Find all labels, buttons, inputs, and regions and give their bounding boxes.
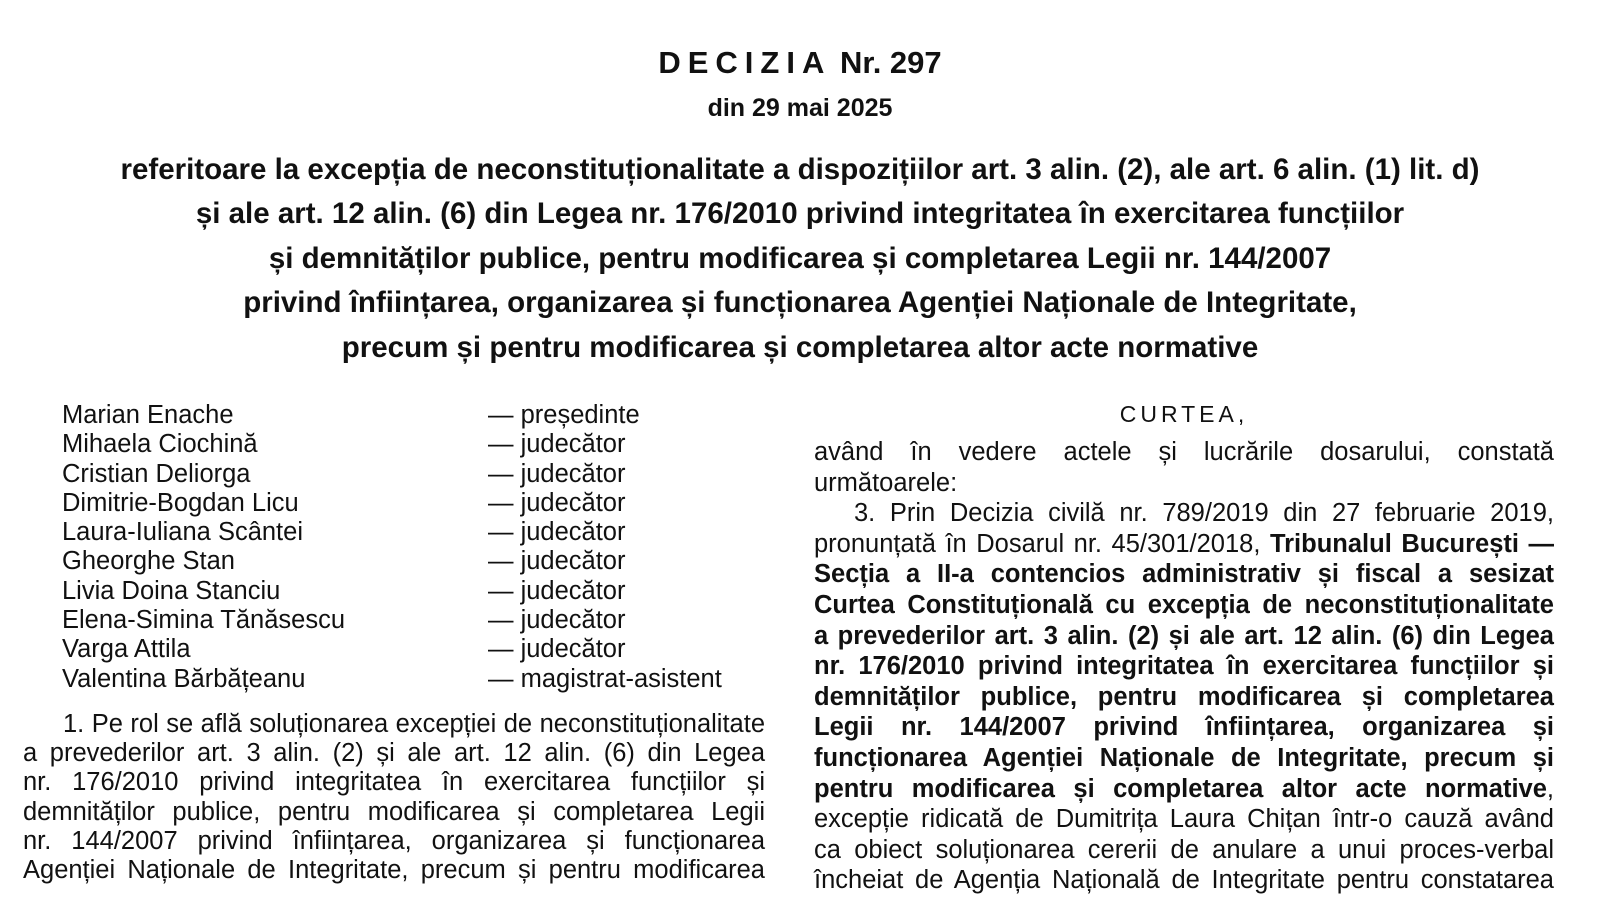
subject-line: precum și pentru modificarea și completarea altor acte normative — [341, 330, 1259, 364]
panel-member — [62, 401, 762, 430]
member-name: Mihaela Ciochină — [62, 430, 258, 459]
court-findings — [814, 437, 1554, 896]
panel-member — [62, 606, 762, 635]
paragraph-3-line: Legii nr. 144/2007 privind înființarea, organizarea și — [814, 713, 1554, 742]
panel-member — [62, 635, 762, 664]
decision-date: din 29 mai 2025 — [707, 94, 893, 122]
paragraph-line: 1. Pe rol se află soluționarea excepției de neconstituționalitate — [63, 710, 765, 738]
member-name: Gheorghe Stan — [62, 547, 235, 576]
decision-title — [0, 44, 1600, 82]
paragraph-3-line: Curtea Constituțională cu excepția de neconstituționalitate — [814, 590, 1554, 619]
paragraph-3-line: nr. 176/2010 privind integritatea în exercitarea funcțiilor și — [814, 652, 1554, 681]
member-role: — magistrat-asistent — [488, 664, 722, 693]
member-name: Elena-Simina Tănăsescu — [62, 606, 346, 635]
subject-line: și ale art. 12 alin. (6) din Legea nr. 176/2010 privind integritatea în exercitarea funcțiilor — [195, 197, 1405, 231]
paragraph-3-line — [814, 774, 1554, 805]
paragraph-line: Agenției Naționale de Integritate, precum și pentru modificarea — [23, 855, 765, 884]
court-panel-list — [62, 401, 762, 694]
panel-member — [62, 665, 762, 694]
paragraph-line: a prevederilor art. 3 alin. (2) și ale art. 12 alin. (6) din Legea — [23, 739, 765, 768]
member-role: — judecător — [488, 459, 626, 488]
intro-line: având în vedere actele și lucrările dosarului, constată — [814, 438, 1554, 466]
paragraph-line: demnităților publice, pentru modificarea și completarea Legii — [23, 797, 765, 826]
panel-member — [62, 547, 762, 576]
member-role: — președinte — [488, 401, 640, 429]
paragraph-3-line — [814, 529, 1554, 560]
law-title-end: pentru modificarea și completarea altor acte normative — [814, 774, 1547, 803]
member-name: Varga Attila — [62, 635, 191, 664]
case-reference: pronunțată în Dosarul nr. 45/301/2018, — [814, 529, 1261, 558]
court-name: Tribunalul București — — [1269, 529, 1554, 558]
court-heading: CURTEA, — [1119, 401, 1249, 427]
intro-line: următoarele: — [814, 468, 958, 497]
panel-member — [62, 577, 762, 606]
decision-number: Nr. 297 — [839, 45, 942, 80]
member-role: — judecător — [488, 547, 626, 576]
paragraph-3-line: a prevederilor art. 3 alin. (2) și ale art. 12 alin. (6) din Legea — [814, 621, 1554, 650]
panel-member — [62, 460, 762, 489]
panel-member — [62, 430, 762, 459]
member-name: Marian Enache — [62, 401, 234, 429]
member-role: — judecător — [488, 488, 626, 517]
decision-word: DECIZIA — [658, 45, 832, 80]
member-role: — judecător — [488, 606, 626, 635]
subject-line: referitoare la excepția de neconstituționalitate a dispozițiilor art. 3 alin. (2), ale art. 6 alin. (1) lit. d) — [120, 153, 1480, 186]
paragraph-3-line: încheiat de Agenția Națională de Integritate pentru constatarea — [814, 866, 1554, 895]
member-name: Dimitrie-Bogdan Licu — [62, 488, 299, 517]
punctuation: , — [1546, 774, 1554, 803]
paragraph-3-line: Secția a II-a contencios administrativ și fiscal a sesizat — [814, 560, 1554, 589]
member-name: Valentina Bărbățeanu — [62, 664, 306, 693]
member-name: Livia Doina Stanciu — [62, 576, 281, 605]
member-role: — judecător — [488, 518, 626, 547]
subject-line: și demnităților publice, pentru modificarea și completarea Legii nr. 144/2007 — [268, 241, 1332, 275]
paragraph-3-line: ca obiect soluționarea cererii de anulare a unui proces-verbal — [814, 835, 1554, 864]
member-name: Laura-Iuliana Scântei — [62, 518, 303, 547]
paragraph-3-line: excepție ridicată de Dumitrița Laura Chițan într-o cauză având — [814, 805, 1554, 834]
paragraph-3-line: funcționarea Agenției Naționale de Integritate, precum și — [814, 743, 1554, 772]
paragraph-3-line: 3. Prin Decizia civilă nr. 789/2019 din 27 februarie 2019, — [854, 499, 1554, 528]
paragraph-3-line: demnităților publice, pentru modificarea și completarea — [814, 682, 1554, 711]
member-role: — judecător — [488, 430, 626, 459]
panel-member — [62, 518, 762, 547]
member-role: — judecător — [488, 576, 626, 605]
paragraph-1 — [23, 710, 765, 885]
decision-subject — [0, 148, 1600, 370]
paragraph-line: nr. 144/2007 privind înființarea, organizarea și funcționarea — [23, 826, 765, 855]
subject-line: privind înființarea, organizarea și funcționarea Agenției Naționale de Integritate, — [243, 286, 1357, 320]
member-role: — judecător — [488, 635, 626, 664]
paragraph-line: nr. 176/2010 privind integritatea în exercitarea funcțiilor și — [23, 768, 765, 797]
panel-member — [62, 489, 762, 518]
member-name: Cristian Deliorga — [62, 459, 251, 488]
